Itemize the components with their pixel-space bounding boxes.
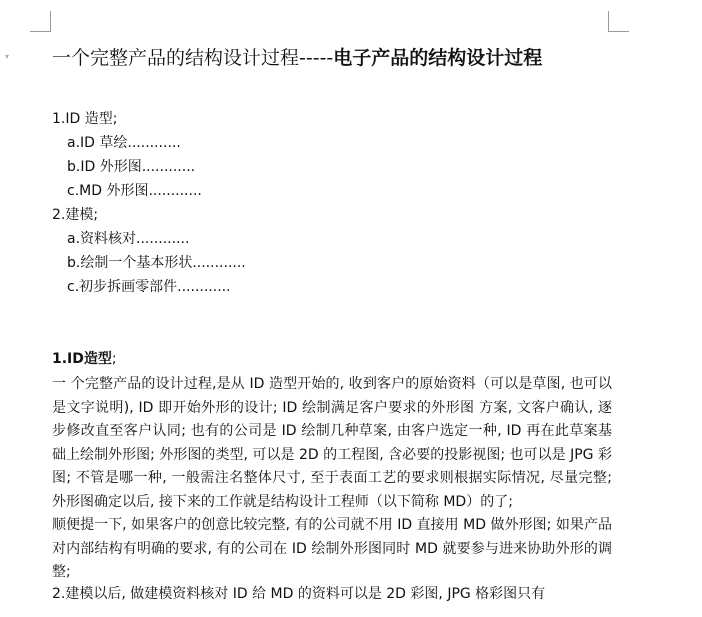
paragraph-collapse-icon[interactable]: ▾: [5, 52, 10, 61]
outline-item: b.ID 外形图............: [67, 159, 196, 175]
outline-item: 2.建模;: [52, 207, 99, 223]
outline-list: [52, 107, 246, 299]
title-normal-part: 一个完整产品的结构设计过程-----: [52, 47, 334, 69]
paragraph: 一 个完整产品的设计过程,是从 ID 造型开始的, 收到客户的原始资料（可以是草图, 也可以是文字说明), ID 即开始外形的设计; ID 绘制满足客户要求的外形图 方案, 文客户确认, 逐步修改直至客户认同; 也有的公司是 ID 绘制几种草案, 由客户选定一种, ID 再在此草案基础上绘制外形图; 外形图的类型, 可以是 2D 的工程图, 含必要的投影视图; 也可以是 JPG 彩图; 不管是哪一种, 一般需注名整体尺寸, 至于表面工艺的要求则根据实际情况, 尽量完整; 外形图确定以后, 接下来的工作就是结构设计工程师（以下简称 MD）的了;: [52, 376, 612, 510]
outline-item: 1.ID 造型;: [52, 111, 118, 127]
paragraph-cut-off: 2.建模以后, 做建模资料核对 ID 给 MD 的资料可以是 2D 彩图, JPG 格彩图只有: [52, 585, 546, 601]
outline-item: b.绘制一个基本形状............: [67, 255, 246, 271]
outline-item: c.初步拆画零部件............: [67, 279, 231, 295]
page-corner-mark-top-right: [608, 11, 629, 32]
title-bold-part: 电子产品的结构设计过程: [333, 47, 543, 69]
outline-item: a.资料核对............: [67, 231, 190, 247]
outline-item: a.ID 草绘............: [67, 135, 181, 151]
section-heading-punct: ;: [111, 351, 117, 367]
section-body: [52, 347, 612, 603]
page-corner-mark-top-left: [30, 11, 51, 32]
paragraph: 顺便提一下, 如果客户的创意比较完整, 有的公司就不用 ID 直接用 MD 做外形图; 如果产品对内部结构有明确的要求, 有的公司在 ID 绘制外形图同时 MD 就要参与进来协助外形的调整;: [52, 517, 612, 580]
document-title: [52, 44, 542, 72]
section-heading: [52, 347, 612, 373]
section-heading-text: 1.ID造型: [52, 351, 112, 367]
outline-item: c.MD 外形图............: [67, 183, 202, 199]
